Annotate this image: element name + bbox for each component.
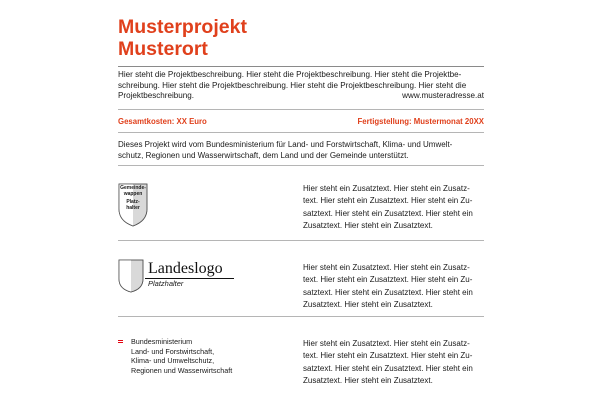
crest-label-line: Gemeinde- — [120, 185, 146, 191]
divider — [118, 109, 484, 110]
municipal-crest-placeholder — [118, 183, 148, 232]
project-meta — [118, 117, 484, 126]
ministry-name-line: Land- und Forstwirtschaft, — [131, 346, 215, 356]
ministry-name-line: Bundesministerium — [131, 337, 193, 346]
divider — [118, 240, 484, 241]
description-line: Projektbeschreibung. — [118, 91, 195, 101]
crest-label-line: halter — [126, 205, 140, 211]
funding-statement — [118, 140, 484, 161]
additional-text-line: Hier steht ein Zusatztext. Hier steht ein Zusatz- — [303, 184, 470, 193]
additional-text-line: Zusatztext. Hier steht ein Zusatztext. — [303, 221, 433, 231]
ministry-name-line: Regionen und Wasserwirtschaft — [131, 365, 233, 375]
crest-label-line: Platz- — [126, 199, 140, 205]
additional-text-line: Hier steht ein Zusatztext. Hier steht ein Zusatz- — [303, 263, 470, 272]
project-sign — [118, 0, 484, 401]
ministry-name-line: Klima- und Umweltschutz, — [131, 356, 215, 366]
divider — [118, 132, 484, 133]
additional-text-line: text. Hier steht ein Zusatztext. Hier steht ein Zu- — [303, 351, 473, 361]
austrian-flag-icon — [118, 340, 123, 343]
description-line: schreibung. Hier steht die Projektbeschreibung. Hier steht die Projektbeschreibung. Hier steht die — [118, 80, 467, 90]
completion-date: Fertigstellung: Mustermonat 20XX — [357, 117, 484, 126]
state-logo-subtitle: Platzhalter — [148, 279, 184, 288]
additional-text-line: Zusatztext. Hier steht ein Zusatztext. — [303, 376, 433, 386]
project-website: www.musteradresse.at — [402, 91, 484, 101]
additional-text — [303, 338, 485, 388]
additional-text-line: satztext. Hier steht ein Zusatztext. Hier steht ein — [303, 208, 473, 218]
project-title — [118, 16, 247, 60]
ministry-name — [131, 337, 232, 375]
additional-text — [303, 262, 485, 312]
crest-label-line: wappen — [123, 191, 143, 197]
additional-text-line: text. Hier steht ein Zusatztext. Hier steht ein Zu- — [303, 196, 473, 206]
project-description — [118, 70, 484, 102]
project-location: Musterort — [118, 38, 208, 60]
total-cost: Gesamtkosten: XX Euro — [118, 117, 207, 126]
additional-text — [303, 183, 485, 233]
state-logo-name: Landeslogo — [148, 260, 223, 277]
divider — [118, 316, 484, 317]
additional-text-line: satztext. Hier steht ein Zusatztext. Hier steht ein — [303, 287, 473, 297]
crest-label — [118, 185, 148, 211]
divider — [118, 66, 484, 67]
additional-text-line: satztext. Hier steht ein Zusatztext. Hier steht ein — [303, 363, 473, 373]
additional-text-line: Zusatztext. Hier steht ein Zusatztext. — [303, 300, 433, 310]
additional-text-line: text. Hier steht ein Zusatztext. Hier steht ein Zu- — [303, 275, 473, 285]
divider — [118, 165, 484, 166]
description-line: Hier steht die Projektbeschreibung. Hier steht die Projektbeschreibung. Hier steht die Projektbe- — [118, 70, 462, 79]
funding-line: Dieses Projekt wird vom Bundesministerium für Land- und Forstwirtschaft, Klima- und Umwelt- — [118, 140, 453, 149]
additional-text-line: Hier steht ein Zusatztext. Hier steht ein Zusatz- — [303, 339, 470, 348]
project-name: Musterprojekt — [118, 16, 247, 38]
shield-icon — [118, 259, 144, 293]
funding-line: schutz, Regionen und Wasserwirtschaft, dem Land und der Gemeinde unterstützt. — [118, 150, 409, 160]
